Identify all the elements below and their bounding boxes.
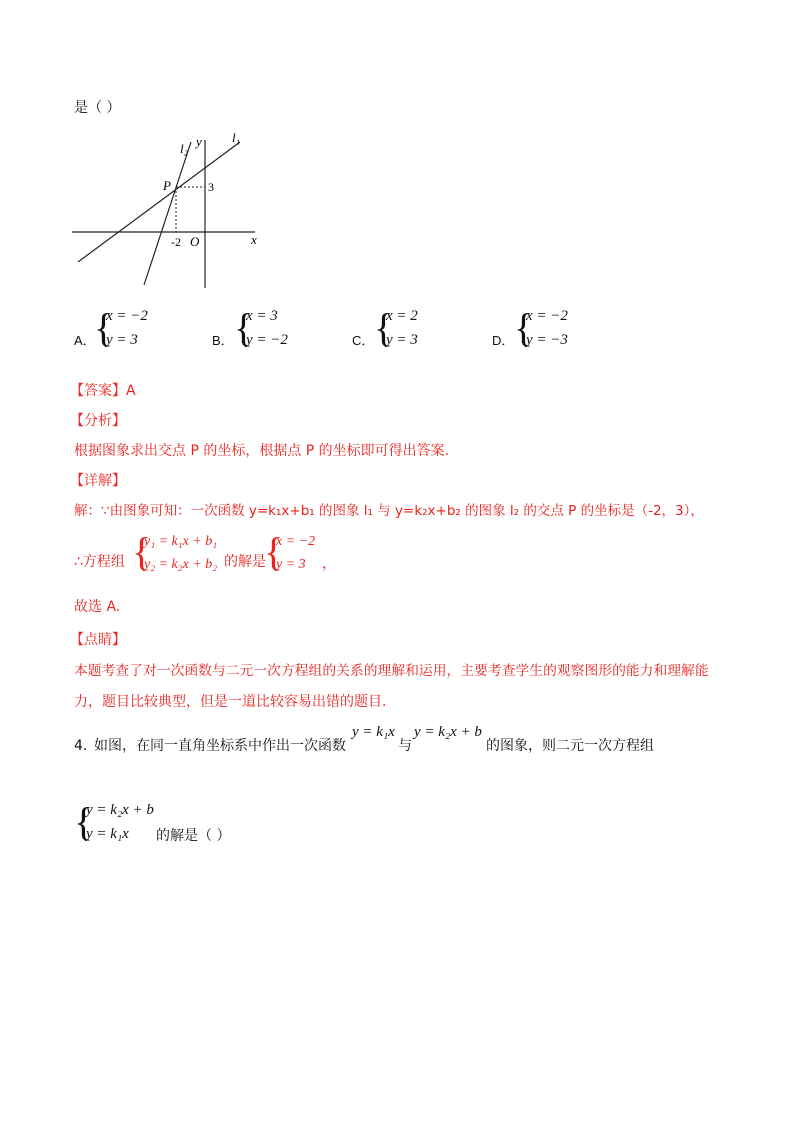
analysis-text: 根据图象求出交点 P 的坐标，根据点 P 的坐标即可得出答案. — [74, 443, 450, 459]
solution-mid: 的解是 — [224, 554, 266, 570]
answer-line — [70, 381, 136, 401]
label-p: P — [163, 178, 171, 193]
option-d[interactable] — [492, 306, 642, 354]
brace-icon: { — [94, 305, 114, 350]
comment-tag: 【点睛】 — [70, 632, 126, 648]
question4-eq2: y = k₂x + b — [414, 724, 482, 740]
question4-eq1: y = k₁x — [352, 724, 395, 740]
comment-line2: 力，题目比较典型，但是一道比较容易出错的题目. — [74, 694, 387, 710]
question3-tail: 是（ ） — [74, 100, 121, 116]
question4-sys-line1: y = k₂x + b — [86, 802, 154, 818]
analysis-tag: 【分析】 — [70, 413, 126, 429]
question4-sys-line2: y = k₁x — [86, 826, 129, 842]
question4-system — [74, 798, 274, 848]
detail-sol-line2: y = 3 — [276, 557, 306, 572]
option-c-line2: y = 3 — [386, 332, 418, 348]
option-c[interactable] — [352, 306, 502, 354]
option-b[interactable] — [212, 306, 362, 354]
coordinate-graph — [70, 128, 270, 293]
option-d-line1: x = −2 — [526, 308, 568, 324]
option-a[interactable] — [74, 306, 224, 354]
option-c-line1: x = 2 — [386, 308, 418, 324]
detail-sol-line1: x = −2 — [276, 534, 316, 549]
option-a-system — [94, 306, 214, 354]
option-d-label: D． — [492, 333, 515, 348]
label-origin: O — [190, 234, 200, 249]
option-a-label: A． — [74, 333, 96, 348]
detail-comma: ， — [322, 556, 336, 572]
comment-line1: 本题考查了对一次函数与二元一次方程组的关系的理解和运用，主要考查学生的观察图形的能力和理解能 — [74, 663, 709, 679]
question4-text-c: 的图象，则二元一次方程组 — [486, 738, 654, 754]
option-b-line2: y = −2 — [246, 332, 288, 348]
question4-line — [74, 722, 714, 762]
option-c-system — [374, 306, 494, 354]
brace-icon: { — [374, 305, 394, 350]
question4-text-b: 与 — [398, 738, 412, 754]
brace-icon: { — [74, 799, 94, 844]
label-x: x — [251, 232, 257, 247]
line-l1 — [78, 142, 240, 262]
question4-tail: 的解是（ ） — [156, 828, 231, 844]
option-d-line2: y = −3 — [526, 332, 568, 348]
option-a-line2: y = 3 — [106, 332, 138, 348]
answer-tag: 【答案】 — [70, 383, 126, 399]
therefore-prefix: ∴方程组 — [74, 554, 125, 570]
detail-sys-line2: y₂ = k₂x + b₂ — [144, 557, 218, 572]
label-l2: l₂ — [180, 141, 189, 156]
detail-therefore-line — [74, 530, 394, 578]
brace-icon: { — [514, 305, 534, 350]
answer-value: A — [126, 383, 136, 399]
option-c-label: C． — [352, 333, 375, 348]
label-neg2: -2 — [171, 235, 181, 249]
option-b-label: B． — [212, 333, 234, 348]
question4-number: 4． — [74, 738, 97, 754]
detail-sys-line1: y₁ = k₁x + b₁ — [144, 534, 218, 549]
line-l2 — [144, 142, 191, 285]
detail-text: 解：∵由图象可知：一次函数 y=k₁x+b₁ 的图象 l₁ 与 y=k₂x+b₂ 的图象 l₂ 的交点 P 的坐标是（-2，3）， — [74, 503, 704, 519]
option-b-line1: x = 3 — [246, 308, 278, 324]
detail-choose: 故选 A. — [74, 599, 121, 615]
option-d-system — [514, 306, 634, 354]
brace-icon: { — [264, 529, 284, 574]
detail-tag: 【详解】 — [70, 473, 126, 489]
option-b-system — [234, 306, 354, 354]
brace-icon: { — [234, 305, 254, 350]
label-y: y — [196, 134, 202, 149]
label-l1: l₁ — [232, 130, 241, 145]
question4-text-a: 如图，在同一直角坐标系中作出一次函数 — [94, 738, 346, 754]
label-three: 3 — [208, 180, 214, 194]
option-a-line1: x = −2 — [106, 308, 148, 324]
brace-icon: { — [132, 529, 152, 574]
